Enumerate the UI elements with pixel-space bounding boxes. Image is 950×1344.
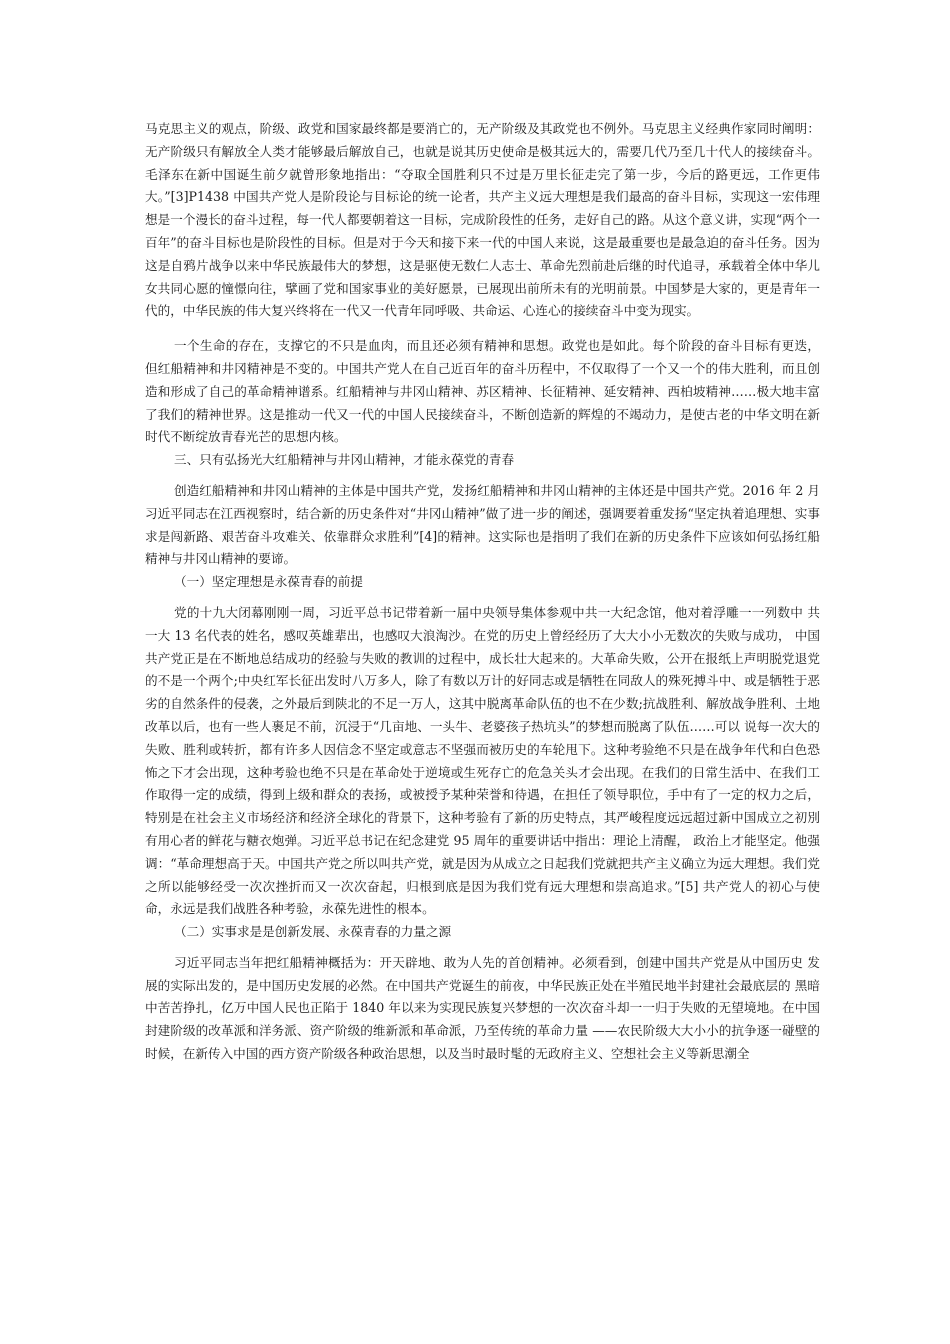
paragraph-firm-ideals: 党的十九大闭幕刚刚一周，习近平总书记带着新一届中央领导集体参观中共一大纪念馆，他对着浮雕一一列数中 共一大 13 名代表的姓名，感叹英雄辈出，也感叹大浪淘沙。在党的历史上曾经经历了大大小小无数次的失败与成功， 中国共产党正是在不断地总结成功的经验与失败的教训的过程中，成长壮大起来的。大革命失败，公开在报纸上声明脱党退党的不是一个两个;中央红军长征出发时八万多人，除了有数以万计的好同志或是牺牲在同敌人的殊死搏斗中、或是牺牲于恶劣的自然条件的侵袭，之外最后到陕北的不足一万人，这其中脱离革命队伍的也不在少数;抗战胜利、解放战争胜利、土地改革以后，也有一些人裹足不前，沉浸于“几亩地、一头牛、老婆孩子热坑头”的梦想而脱离了队伍……可以 说每一次大的失败、胜利或转折，都有许多人因信念不坚定或意志不坚强而被历史的车轮甩下。这种考验绝不只是在战争年代和白色恐怖之下才会出现，这种考验也绝不只是在革命处于逆境或生死存亡的危急关头才会出现。在我们的日常生活中、在我们工作取得一定的成绩，得到上级和群众的表扬，或被授予某种荣誉和待遇，在担任了领导职位，手中有了一定的权力之后，特别是在社会主义市场经济和经济全球化的背景下，这种考验有了新的历史特点，其严峻程度远远超过新中国成立之初別有用心者的鲜花与糖衣炮弹。习近平总书记在纪念建党 95 周年的重要讲话中指出：理论上清醒， 政治上才能坚定。他强调：“革命理想高于天。中国共产党之所以叫共产党，就是因为从成立之日起我们党就把共产主义确立为远大理想。我们党之所以能够经受一次次挫折而又一次次奋起，归根到底是因为我们党有远大理想和崇高追求。”[5] 共产党人的初心与使命，永远是我们战胜各种考验，永葆先进性的根本。 <box>145 604 820 917</box>
section-heading-three: 三、只有弘扬光大红船精神与井冈山精神，才能永葆党的青春 <box>174 452 515 468</box>
document-page <box>145 118 820 1066</box>
paragraph-subject-of-spirit: 创造红船精神和井冈山精神的主体是中国共产党，发扬红船精神和井冈山精神的主体还是中国共产党。2016 年 2 月习近平同志在江西视察时，结合新的历史条件对“井冈山精神”做了进一步的阐述，强调要着重发扬“坚定执着追理想、实事求是闯新路、艰苦奋斗攻难关、依靠群众求胜利”[4]的精神。这实际也是指明了我们在新的历史条件下应该如何弘扬红船精神与井冈山精神的要谛。 <box>145 482 820 567</box>
paragraph-spirit-lineage: 一个生命的存在，支撑它的不只是血肉，而且还必须有精神和思想。政党也是如此。每个阶段的奋斗目标有更迭， 但红船精神和井冈精神是不变的。中国共产党人在自己近百年的奋斗历程中，不仅取得了一个又一个的伟大胜利，而且创造和形成了自己的革命精神谱系。红船精神与井冈山精神、苏区精神、长征精神、延安精神、西柏坡精神……极大地丰富了我们的精神世界。这是推动一代又一代的中国人民接续奋斗，不断创造新的辉煌的不竭动力，是使古老的中华文明在新时代不断绽放青春光芒的思想内核。 <box>145 338 820 445</box>
subheading-firm-ideals: （一）坚定理想是永葆青春的前提 <box>174 574 363 590</box>
paragraph-marxism-goals: 马克思主义的观点，阶级、政党和国家最终都是要消亡的，无产阶级及其政党也不例外。马克思主义经典作家同时阐明： 无产阶级只有解放全人类才能够最后解放自己，也就是说其历史使命是极其远大的，需要几代乃至几十代人的接续奋斗。毛泽东在新中国诞生前夕就曾形象地指出：“夺取全国胜利只不过是万里长征走完了第一步，今后的路更远，工作更伟大。”[3]P1438 中国共产党人是阶段论与目标论的统一论者，共产主义远大理想是我们最高的奋斗目标，实现这一宏伟理想是一个漫长的奋斗过程，每一代人都要朝着这一目标，完成阶段性的任务，走好自己的路。从这个意义讲，实现“两个一百年”的奋斗目标也是阶段性的目标。但是对于今天和接下来一代的中国人来说，这是最重要也是最急迫的奋斗任务。因为这是自鸦片战争以来中华民族最伟大的梦想，这是驱使无数仁人志士、革命先烈前赴后继的时代追寻，承载着全体中华儿女共同心愿的憧憬向往，擘画了党和国家事业的美好愿景，已展现出前所未有的光明前景。中国梦是大家的，更是青年一代的，中华民族的伟大复兴终将在一代又一代青年同呼吸、共命运、心连心的接续奋斗中变为现实。 <box>145 121 820 319</box>
subheading-seek-truth: （二）实事求是是创新发展、永葆青春的力量之源 <box>174 924 452 940</box>
paragraph-seek-truth: 习近平同志当年把红船精神概括为：开天辟地、敢为人先的首创精神。必须看到，创建中国共产党是从中国历史 发展的实际出发的，是中国历史发展的必然。在中国共产党诞生的前夜，中华民族正处在半殖民地半封建社会最底层的 黑暗中苦苦挣扎，亿万中国人民也正陷于 1840 年以来为实现民族复兴梦想的一次次奋斗却一一归于失败的无望境地。在中国封建阶级的改革派和洋务派、资产阶级的维新派和革命派，乃至传统的革命力量 ——农民阶级大大小小的抗争逐一碰壁的时候，在新传入中国的西方资产阶级各种政治思想，以及当时最时髦的无政府主义、空想社会主义等新思潮全 <box>145 954 820 1062</box>
